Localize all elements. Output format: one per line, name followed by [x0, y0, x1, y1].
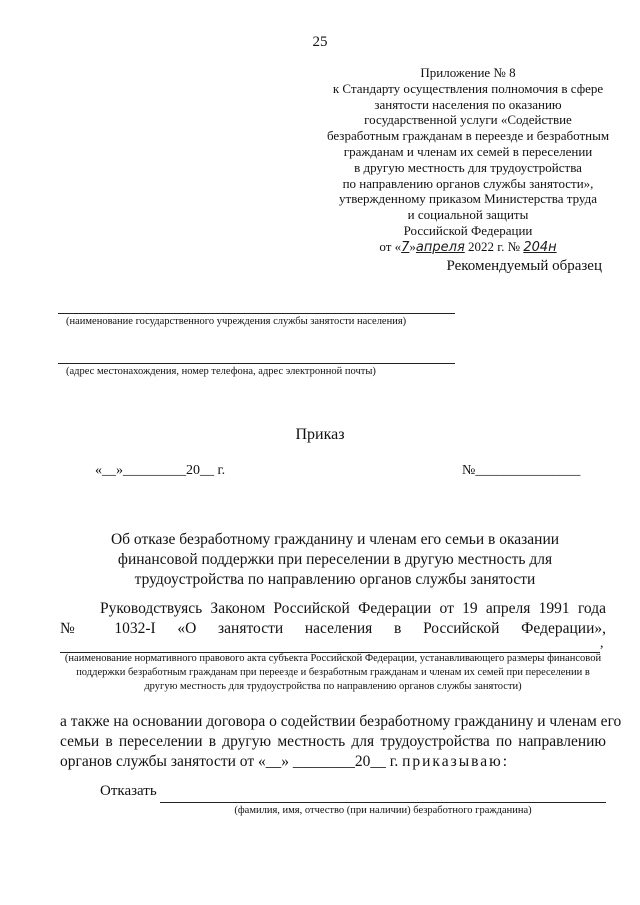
body-line-3: а также на основании договора о содействии безработному гражданину и членам его: [60, 713, 622, 730]
address-caption: (адрес местонахождения, номер телефона, адрес электронной почты): [66, 366, 376, 377]
body-line-4: семьи в переселении в другую местность для трудоустройства по направлению: [60, 733, 606, 750]
handwritten-order-number: 204н: [523, 239, 557, 255]
date-prefix: от «: [379, 238, 402, 254]
appendix-line: по направлению органов службы занятости»,: [342, 175, 594, 191]
appendix-line: безработным гражданам в переезде и безработным: [326, 128, 610, 144]
citizen-name-field[interactable]: [160, 802, 606, 803]
order-keyword: приказываю:: [402, 753, 510, 770]
appendix-line: в другую местность для трудоустройства: [354, 159, 582, 175]
appendix-line: и социальной защиты: [407, 207, 529, 223]
approval-date-line: [318, 239, 618, 256]
institution-caption: (наименование государственного учреждения службы занятости населения): [66, 316, 407, 327]
body-line-1: Руководствуясь Законом Российской Федерации от 19 апреля 1991 года: [100, 600, 606, 617]
legal-act-comma: ,: [600, 636, 604, 651]
body-line-5: [60, 753, 509, 771]
appendix-header: [318, 65, 618, 256]
body-line-2: № 1032-I «О занятости населения в Российской Федерации»,: [60, 620, 606, 637]
page-number: 25: [312, 34, 328, 50]
date-year: 2022 г. №: [464, 238, 524, 254]
order-date-field[interactable]: «__»_________20__ г.: [95, 463, 226, 478]
date-mid: »: [409, 238, 416, 254]
appendix-line: Российской Федерации: [403, 222, 533, 238]
order-number-field[interactable]: №_______________: [462, 463, 581, 478]
appendix-line: государственной услуги «Содействие: [364, 112, 572, 128]
address-field[interactable]: [58, 363, 455, 364]
recommended-sample-label: Рекомендуемый образец: [446, 258, 602, 274]
appendix-line: к Стандарту осуществления полномочия в сфере: [332, 80, 604, 96]
handwritten-month: апреля: [415, 239, 465, 255]
appendix-line: гражданам и членам их семей в переселении: [343, 143, 593, 159]
handwritten-day: 7: [401, 239, 410, 255]
refuse-label: Отказать: [100, 783, 157, 799]
citizen-name-caption: (фамилия, имя, отчество (при наличии) безработного гражданина): [234, 805, 532, 816]
order-subject: Об отказе безработному гражданину и членам его семьи в оказании финансовой поддержки при переселении в другую местность для трудоустройства по направлению органов службы занятости: [110, 531, 560, 588]
appendix-line: Приложение № 8: [420, 65, 516, 80]
appendix-line: утвержденному приказом Министерства труда: [339, 191, 597, 207]
contract-date-text: органов службы занятости от «__» ________20__ г.: [60, 753, 399, 770]
legal-act-caption: (наименование нормативного правового акта субъекта Российской Федерации, устанавливающего размеры финансовой поддержки безработным гражданам при переезде и безработным гражданам и членам их семей при переселении в другую местность для трудоустройства по направлению органов службы занятости): [64, 653, 602, 692]
institution-name-field[interactable]: [58, 313, 455, 314]
order-title: Приказ: [295, 426, 345, 443]
appendix-line: занятости населения по оказанию: [374, 96, 562, 112]
